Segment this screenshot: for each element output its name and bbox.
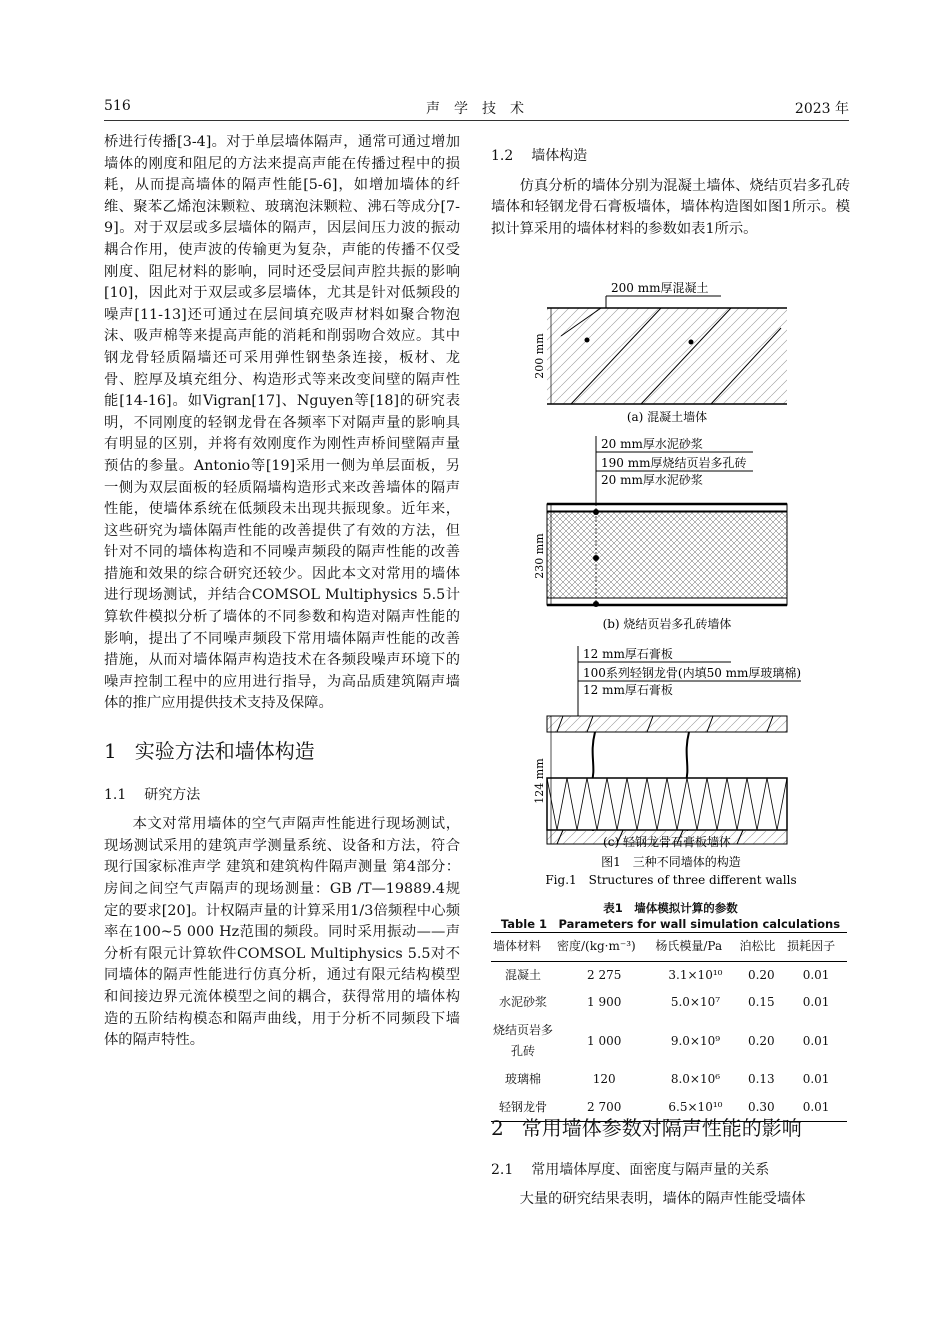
right-column-bottom <box>491 1118 850 1211</box>
stud-dimension: 124 mm <box>533 758 546 804</box>
table-caption-cn: 表1 墙体模拟计算的参数 <box>603 901 738 915</box>
table-cell: 混凝土 <box>504 967 541 982</box>
table-row <box>491 1017 847 1066</box>
paragraph: 仿真分析的墙体分别为混凝土墙体、烧结页岩多孔砖墙体和轻钢龙骨石膏板墙体，墙体构造图如图1所示。模拟计算采用的墙体材料的参数如表1所示。 <box>491 177 850 237</box>
table-cell: 烧结页岩多孔砖 <box>493 1022 554 1059</box>
paragraph: 大量的研究结果表明，墙体的隔声性能受墙体 <box>519 1191 806 1208</box>
paragraph: 桥进行传播[3-4]。对于单层墙体隔声，通常可通过增加墙体的刚度和阻尼的方法来提高声能在传播过程中的损耗，从而提高墙体的隔声性能[5-6]，如增加墙体的纤维、聚苯乙烯泡沫颗粒、玻璃泡沫颗粒、沸石等成分[7-9]。对于双层或多层墙体的隔声，因层间压力波的振动耦合作用，使声波的传输更为复杂，声能的传播不仅受刚度、阻尼材料的影响，同时还受层间声腔共振的影响[10]，因此对于双层或多层墙体，尤其是针对低频段的噪声[11-13]还可通过在层间填充吸声材料如聚合物泡沫、吸声棉等来提高声能的消耗和削弱吻合效应。其中钢龙骨轻质隔墙还可采用弹性钢垫条连接，板材、龙骨、腔厚及填充组分、构造形式等来改变间壁的隔声性能[14-16]。如Vigran[17]、Nguyen等[18]的研究表明，不同刚度的轻钢龙骨在各频率下对隔声量的影响具有明显的区别，并将有效刚度作为刚性声桥间壁隔声量预估的参量。Antonio等[19]采用一侧为单层面板，另一侧为双层面板的轻质隔墙构造形式来改善墙体的隔声性能，使墙体系统在低频段未出现共振现象。近年来，这些研究为墙体隔声性能的改善提供了有效的方法，但针对不同的墙体构造和不同噪声频段的隔声性能的改善措施和效果的综合研究还较少。因此本文对常用的墙体进行现场测试，并结合COMSOL Multiphysics 5.5计算软件模拟分析了墙体的不同参数和构造对隔声性能的影响，提出了不同噪声频段下常用墙体隔声性能的改善措施，从而对墙体隔声构造技术在各频段噪声环境下的噪声控制工程中的应用进行指导，为高品质建筑隔声墙体的推广应用提供技术支持及保障。 <box>104 134 460 712</box>
table-cell: 1 000 <box>587 1033 622 1048</box>
table-cell: 0.01 <box>802 1071 830 1086</box>
table-cell: 120 <box>592 1071 616 1086</box>
table-cell: 8.0×10⁶ <box>670 1071 721 1086</box>
mortar-label-2: 20 mm厚水泥砂浆 <box>601 473 703 487</box>
section-number: 2.1 <box>491 1161 514 1178</box>
table-cell: 2 275 <box>587 967 622 982</box>
col-header: 损耗因子 <box>785 933 847 962</box>
table-row <box>491 961 847 989</box>
figure-caption-en: Fig.1 Structures of three different walls <box>545 873 797 887</box>
stud-label: 100系列轻钢龙骨(内填50 mm厚玻璃棉) <box>583 666 802 680</box>
caption-b: (b) 烧结页岩多孔砖墙体 <box>602 617 732 631</box>
table-row <box>491 1066 847 1094</box>
concrete-label: 200 mm厚混凝土 <box>611 281 709 295</box>
section-1-2-heading <box>491 146 850 168</box>
mortar-label-1: 20 mm厚水泥砂浆 <box>601 437 703 451</box>
section-title: 实验方法和墙体构造 <box>134 739 315 764</box>
section-number: 1 <box>104 739 117 764</box>
table-cell: 0.01 <box>802 995 830 1010</box>
table-cell: 玻璃棉 <box>504 1071 541 1086</box>
table-cell: 9.0×10⁹ <box>670 1033 721 1048</box>
page-header <box>104 98 849 121</box>
table-cell: 0.20 <box>747 967 775 982</box>
parameter-table <box>491 932 847 1122</box>
gypsum-label-1: 12 mm厚石膏板 <box>583 647 673 661</box>
journal-name: 声 学 技 术 <box>426 101 524 117</box>
section-1-1-heading <box>104 785 460 807</box>
paragraph: 本文对常用墙体的空气声隔声性能进行现场测试，现场测试采用的建筑声学测量系统、设备和方法，符合现行国家标准声学 建筑和建筑构件隔声测量 第4部分：房间之间空气声隔声的现场测量：GB /T—19889.4规定的要求[20]。计权隔声量的计算采用1/3倍频程中心频率在100~5 000 Hz范围的频段。同时采用振动——声分析有限元计算软件COMSOL Multiphysics 5.5对不同墙体的隔声性能进行仿真分析，通过有限元结构模型和间接边界元流体模型之间的耦合，获得常用的墙体构造的五阶结构模态和隔声曲线，用于分析不同频段下墙体的隔声特性。 <box>104 816 460 1049</box>
table-cell: 水泥砂浆 <box>498 995 547 1010</box>
section-1-heading <box>104 741 460 763</box>
table-row <box>491 989 847 1017</box>
col-header: 密度/(kg·m⁻³) <box>555 933 653 962</box>
col-header: 泊松比 <box>738 933 786 962</box>
concrete-wall-diagram <box>533 280 787 424</box>
section-2-heading <box>491 1118 850 1140</box>
table-cell: 0.01 <box>802 967 830 982</box>
caption-c: (c) 轻钢龙骨石膏板墙体 <box>603 835 731 849</box>
section-title: 研究方法 <box>144 786 201 803</box>
table-1-block <box>491 900 850 1122</box>
brick-wall-diagram <box>533 436 787 631</box>
table-cell: 3.1×10¹⁰ <box>668 967 723 982</box>
table-caption-en: Table 1 Parameters for wall simulation calculations <box>500 917 841 931</box>
section-title: 墙体构造 <box>531 148 588 164</box>
table-cell: 0.01 <box>785 1094 847 1122</box>
brick-label: 190 mm厚烧结页岩多孔砖 <box>601 456 747 470</box>
table-cell: 0.01 <box>802 1033 830 1048</box>
left-column <box>104 132 460 1052</box>
gypsum-label-2: 12 mm厚石膏板 <box>583 683 673 697</box>
table-cell: 1 900 <box>587 995 622 1010</box>
table-cell: 0.15 <box>747 995 775 1010</box>
section-number: 2 <box>491 1116 504 1140</box>
page-number: 516 <box>104 98 131 114</box>
section-title: 常用墙体参数对隔声性能的影响 <box>521 1116 802 1140</box>
figure-caption-cn: 图1 三种不同墙体的构造 <box>601 855 741 869</box>
table-cell: 0.20 <box>747 1033 775 1048</box>
section-title: 常用墙体厚度、面密度与隔声量的关系 <box>531 1161 770 1178</box>
concrete-dimension: 200 mm <box>533 333 546 379</box>
brick-dimension: 230 mm <box>533 533 546 579</box>
table-cell: 2 700 <box>555 1094 653 1122</box>
section-2-1-heading <box>491 1160 850 1182</box>
table-cell: 轻钢龙骨 <box>491 1094 555 1122</box>
table-cell: 6.5×10¹⁰ <box>653 1094 737 1122</box>
table-cell: 0.30 <box>738 1094 786 1122</box>
section-number: 1.1 <box>104 786 127 803</box>
col-header: 杨氏模量/Pa <box>653 933 737 962</box>
figure-1 <box>491 276 850 890</box>
right-column-top <box>491 146 850 240</box>
year: 2023 年 <box>794 101 849 117</box>
table-cell: 5.0×10⁷ <box>670 995 721 1010</box>
col-header: 墙体材料 <box>491 933 555 962</box>
section-number: 1.2 <box>491 148 514 164</box>
steel-stud-wall-diagram <box>533 646 801 849</box>
caption-a: (a) 混凝土墙体 <box>626 410 708 424</box>
table-cell: 0.13 <box>747 1071 775 1086</box>
